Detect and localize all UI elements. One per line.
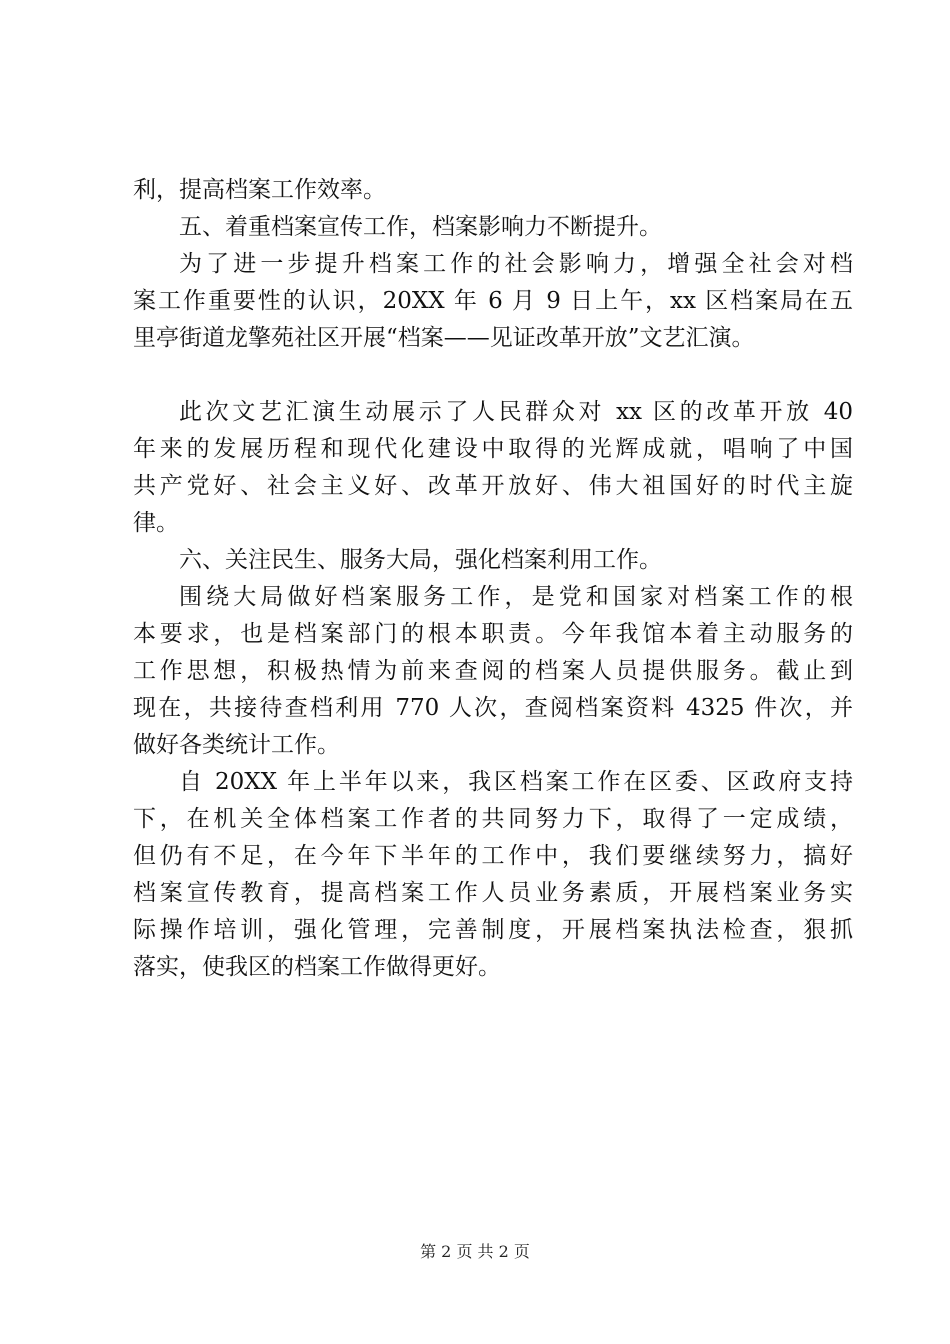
paragraph-line: 围绕大局做好档案服务工作，是党和国家对档案工作的根 (179, 584, 853, 610)
paragraph-line: 落实，使我区的档案工作做得更好。 (133, 954, 501, 980)
paragraph-line: 际操作培训，强化管理，完善制度，开展档案执法检查，狠抓 (133, 917, 853, 943)
paragraph-line: 下，在机关全体档案工作者的共同努力下，取得了一定成绩， (133, 806, 853, 832)
paragraph-line: 利，提高档案工作效率。 (133, 177, 386, 203)
paragraph-line: 自 20XX 年上半年以来，我区档案工作在区委、区政府支持 (179, 769, 853, 795)
paragraph-line: 工作思想，积极热情为前来查阅的档案人员提供服务。截止到 (133, 658, 853, 684)
paragraph-line: 此次文艺汇演生动展示了人民群众对 xx 区的改革开放 40 (179, 399, 853, 425)
paragraph-line: 本要求，也是档案部门的根本职责。今年我馆本着主动服务的 (133, 621, 853, 647)
paragraph-line: 做好各类统计工作。 (133, 732, 340, 758)
paragraph-line: 为了进一步提升档案工作的社会影响力，增强全社会对档 (179, 251, 853, 277)
section-heading-five: 五、着重档案宣传工作，档案影响力不断提升。 (179, 214, 662, 240)
paragraph-line: 里亭街道龙擎苑社区开展“档案——见证改革开放”文艺汇演。 (133, 325, 755, 351)
paragraph-line: 律。 (133, 510, 179, 536)
document-body (133, 172, 853, 986)
paragraph-line: 案工作重要性的认识，20XX 年 6 月 9 日上午，xx 区档案局在五 (133, 288, 853, 314)
section-heading-six: 六、关注民生、服务大局，强化档案利用工作。 (179, 547, 662, 573)
paragraph-line: 但仍有不足，在今年下半年的工作中，我们要继续努力，搞好 (133, 843, 853, 869)
page-number-footer: 第 2 页 共 2 页 (420, 1242, 530, 1261)
paragraph-line: 现在，共接待查档利用 770 人次，查阅档案资料 4325 件次，并 (133, 695, 853, 721)
paragraph-line: 档案宣传教育，提高档案工作人员业务素质，开展档案业务实 (133, 880, 853, 906)
paragraph-line: 年来的发展历程和现代化建设中取得的光辉成就，唱响了中国 (133, 436, 853, 462)
paragraph-line: 共产党好、社会主义好、改革开放好、伟大祖国好的时代主旋 (133, 473, 853, 499)
